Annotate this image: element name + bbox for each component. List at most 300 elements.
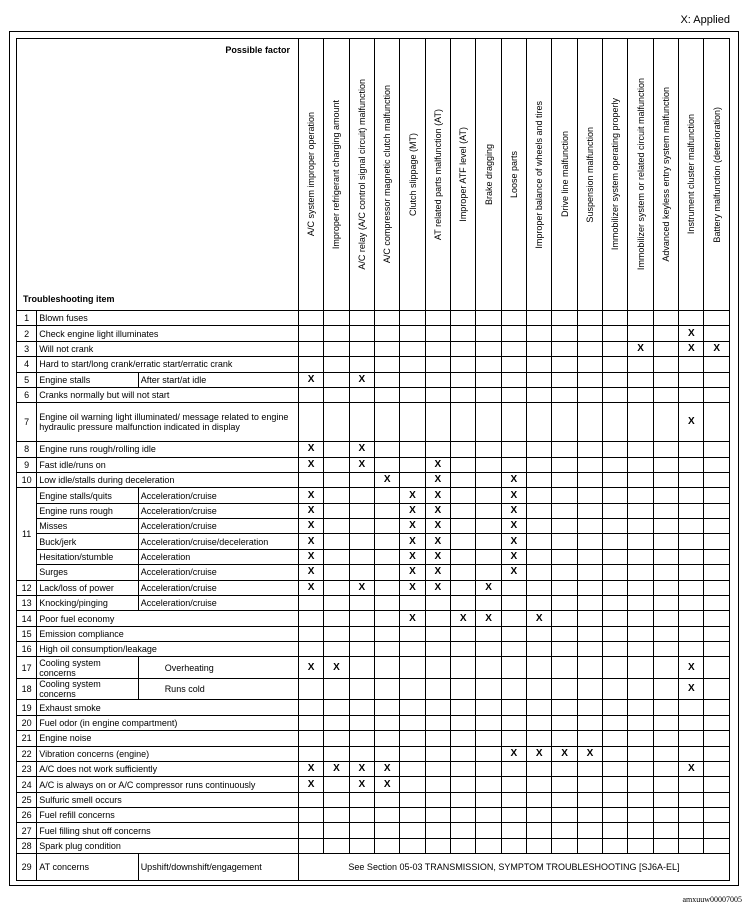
empty-cell: [476, 761, 501, 776]
empty-cell: [704, 595, 730, 610]
empty-cell: [324, 357, 349, 372]
item-label: Engine oil warning light illuminated/ message related to engine hydraulic pressure malfunction indicated in display: [37, 403, 299, 442]
applied-mark: X: [501, 488, 526, 503]
empty-cell: [527, 761, 552, 776]
factor-label: Instrument cluster malfunction: [686, 114, 697, 235]
empty-cell: [653, 746, 678, 761]
empty-cell: [324, 488, 349, 503]
applied-mark: X: [501, 534, 526, 549]
empty-cell: [577, 565, 602, 580]
applied-mark: X: [425, 534, 450, 549]
empty-cell: [400, 700, 425, 715]
applied-mark: X: [349, 761, 374, 776]
empty-cell: [400, 746, 425, 761]
empty-cell: [374, 626, 399, 641]
empty-cell: [577, 457, 602, 472]
empty-cell: [400, 777, 425, 792]
item-label: Engine stalls: [37, 372, 138, 387]
table-row: [17, 777, 730, 792]
empty-cell: [552, 642, 577, 657]
empty-cell: [400, 457, 425, 472]
empty-cell: [400, 387, 425, 402]
empty-cell: [527, 341, 552, 356]
empty-cell: [400, 657, 425, 679]
empty-cell: [451, 519, 476, 534]
empty-cell: [603, 472, 628, 487]
applied-mark: X: [704, 341, 730, 356]
empty-cell: [527, 580, 552, 595]
empty-cell: [603, 808, 628, 823]
empty-cell: [451, 761, 476, 776]
empty-cell: [527, 534, 552, 549]
empty-cell: [577, 372, 602, 387]
factor-label: Advanced keyless entry system malfunction: [660, 87, 671, 262]
empty-cell: [704, 731, 730, 746]
factor-header: [451, 39, 476, 311]
empty-cell: [374, 372, 399, 387]
applied-mark: X: [349, 777, 374, 792]
empty-cell: [374, 357, 399, 372]
empty-cell: [653, 403, 678, 442]
empty-cell: [298, 611, 323, 626]
empty-cell: [552, 519, 577, 534]
empty-cell: [704, 808, 730, 823]
item-label: Fuel refill concerns: [37, 808, 299, 823]
condition-label: Upshift/downshift/engagement: [138, 854, 298, 881]
empty-cell: [653, 700, 678, 715]
empty-cell: [552, 580, 577, 595]
empty-cell: [679, 488, 704, 503]
empty-cell: [552, 657, 577, 679]
applied-mark: X: [298, 761, 323, 776]
table-row: [17, 854, 730, 881]
factor-label: AT related parts malfunction (AT): [432, 108, 443, 241]
empty-cell: [425, 700, 450, 715]
empty-cell: [400, 311, 425, 326]
empty-cell: [425, 357, 450, 372]
empty-cell: [577, 731, 602, 746]
empty-cell: [501, 311, 526, 326]
empty-cell: [552, 792, 577, 807]
factor-label: Battery malfunction (deterioration): [711, 106, 722, 243]
empty-cell: [324, 549, 349, 564]
applied-mark: X: [400, 519, 425, 534]
empty-cell: [527, 311, 552, 326]
condition-label: Acceleration/cruise: [138, 565, 298, 580]
empty-cell: [628, 808, 653, 823]
empty-cell: [552, 503, 577, 518]
empty-cell: [653, 534, 678, 549]
empty-cell: [451, 642, 476, 657]
empty-cell: [704, 357, 730, 372]
factor-header: [298, 39, 323, 311]
empty-cell: [501, 761, 526, 776]
empty-cell: [679, 731, 704, 746]
empty-cell: [298, 792, 323, 807]
empty-cell: [324, 595, 349, 610]
empty-cell: [451, 808, 476, 823]
empty-cell: [603, 611, 628, 626]
empty-cell: [704, 372, 730, 387]
factor-header: [400, 39, 425, 311]
empty-cell: [552, 457, 577, 472]
empty-cell: [324, 838, 349, 853]
empty-cell: [653, 488, 678, 503]
empty-cell: [552, 372, 577, 387]
empty-cell: [628, 387, 653, 402]
empty-cell: [527, 838, 552, 853]
empty-cell: [527, 488, 552, 503]
item-label: Fuel odor (in engine compartment): [37, 715, 299, 730]
empty-cell: [476, 838, 501, 853]
empty-cell: [628, 731, 653, 746]
empty-cell: [603, 503, 628, 518]
empty-cell: [527, 792, 552, 807]
empty-cell: [451, 626, 476, 641]
empty-cell: [653, 626, 678, 641]
empty-cell: [349, 657, 374, 679]
empty-cell: [298, 715, 323, 730]
row-number: 14: [17, 611, 37, 626]
empty-cell: [628, 372, 653, 387]
empty-cell: [425, 326, 450, 341]
row-number: 21: [17, 731, 37, 746]
empty-cell: [501, 642, 526, 657]
empty-cell: [552, 403, 577, 442]
empty-cell: [704, 838, 730, 853]
empty-cell: [501, 372, 526, 387]
empty-cell: [476, 595, 501, 610]
empty-cell: [298, 472, 323, 487]
applied-mark: X: [298, 657, 323, 679]
empty-cell: [603, 642, 628, 657]
applied-mark: X: [679, 678, 704, 700]
empty-cell: [451, 372, 476, 387]
empty-cell: [679, 387, 704, 402]
empty-cell: [324, 534, 349, 549]
empty-cell: [374, 457, 399, 472]
empty-cell: [577, 519, 602, 534]
empty-cell: [679, 595, 704, 610]
factor-label: A/C compressor magnetic clutch malfunction: [382, 85, 393, 264]
empty-cell: [527, 777, 552, 792]
empty-cell: [577, 403, 602, 442]
empty-cell: [476, 357, 501, 372]
empty-cell: [374, 823, 399, 838]
row-number: 16: [17, 642, 37, 657]
empty-cell: [704, 626, 730, 641]
empty-cell: [628, 838, 653, 853]
empty-cell: [324, 746, 349, 761]
empty-cell: [425, 372, 450, 387]
empty-cell: [298, 746, 323, 761]
table-row: [17, 838, 730, 853]
table-row: [17, 746, 730, 761]
empty-cell: [552, 731, 577, 746]
applied-mark: X: [298, 519, 323, 534]
applied-mark: X: [577, 746, 602, 761]
empty-cell: [704, 678, 730, 700]
applied-mark: X: [298, 488, 323, 503]
empty-cell: [552, 565, 577, 580]
empty-cell: [527, 657, 552, 679]
row-number: 12: [17, 580, 37, 595]
empty-cell: [653, 472, 678, 487]
factor-header: [552, 39, 577, 311]
table-row: [17, 549, 730, 564]
empty-cell: [577, 678, 602, 700]
table-corner-header: [17, 39, 299, 311]
empty-cell: [653, 715, 678, 730]
empty-cell: [374, 657, 399, 679]
empty-cell: [501, 823, 526, 838]
empty-cell: [628, 746, 653, 761]
row-number: 23: [17, 761, 37, 776]
empty-cell: [425, 838, 450, 853]
table-row: [17, 678, 730, 700]
empty-cell: [425, 387, 450, 402]
empty-cell: [628, 472, 653, 487]
empty-cell: [628, 761, 653, 776]
applied-mark: X: [679, 761, 704, 776]
empty-cell: [476, 341, 501, 356]
empty-cell: [476, 326, 501, 341]
empty-cell: [679, 549, 704, 564]
item-label: Fuel filling shut off concerns: [37, 823, 299, 838]
applied-mark: X: [349, 442, 374, 457]
empty-cell: [603, 534, 628, 549]
item-label: Emission compliance: [37, 626, 299, 641]
empty-cell: [374, 442, 399, 457]
empty-cell: [679, 372, 704, 387]
empty-cell: [501, 808, 526, 823]
row-number: 17: [17, 657, 37, 679]
empty-cell: [527, 519, 552, 534]
empty-cell: [552, 341, 577, 356]
empty-cell: [374, 746, 399, 761]
empty-cell: [653, 838, 678, 853]
empty-cell: [476, 503, 501, 518]
empty-cell: [704, 519, 730, 534]
empty-cell: [527, 808, 552, 823]
empty-cell: [298, 341, 323, 356]
empty-cell: [679, 823, 704, 838]
empty-cell: [374, 503, 399, 518]
row-number: 1: [17, 311, 37, 326]
factor-header: [577, 39, 602, 311]
empty-cell: [603, 442, 628, 457]
empty-cell: [603, 595, 628, 610]
table-row: [17, 472, 730, 487]
applied-mark: X: [501, 472, 526, 487]
empty-cell: [653, 823, 678, 838]
empty-cell: [425, 311, 450, 326]
empty-cell: [349, 731, 374, 746]
factor-header: [628, 39, 653, 311]
applied-mark: X: [349, 372, 374, 387]
empty-cell: [451, 746, 476, 761]
empty-cell: [628, 611, 653, 626]
empty-cell: [451, 457, 476, 472]
empty-cell: [679, 457, 704, 472]
empty-cell: [374, 580, 399, 595]
factor-label: Improper refrigerant charging amount: [331, 99, 342, 250]
empty-cell: [400, 678, 425, 700]
empty-cell: [653, 761, 678, 776]
empty-cell: [501, 457, 526, 472]
table-row: [17, 657, 730, 679]
empty-cell: [501, 678, 526, 700]
empty-cell: [324, 731, 349, 746]
empty-cell: [603, 746, 628, 761]
table-row: [17, 792, 730, 807]
empty-cell: [501, 341, 526, 356]
empty-cell: [527, 595, 552, 610]
empty-cell: [324, 642, 349, 657]
row-number: 2: [17, 326, 37, 341]
empty-cell: [628, 626, 653, 641]
empty-cell: [425, 595, 450, 610]
empty-cell: [704, 387, 730, 402]
table-row: [17, 341, 730, 356]
empty-cell: [501, 580, 526, 595]
empty-cell: [628, 595, 653, 610]
empty-cell: [577, 777, 602, 792]
row-number: 11: [17, 488, 37, 580]
applied-mark: X: [501, 746, 526, 761]
factor-header: [501, 39, 526, 311]
empty-cell: [324, 472, 349, 487]
condition-label: Acceleration: [138, 549, 298, 564]
empty-cell: [476, 311, 501, 326]
empty-cell: [324, 580, 349, 595]
factor-header: [476, 39, 501, 311]
empty-cell: [552, 838, 577, 853]
applied-mark: X: [679, 403, 704, 442]
empty-cell: [400, 792, 425, 807]
empty-cell: [349, 387, 374, 402]
empty-cell: [324, 403, 349, 442]
empty-cell: [527, 326, 552, 341]
empty-cell: [425, 761, 450, 776]
row-number: 22: [17, 746, 37, 761]
empty-cell: [552, 357, 577, 372]
possible-factor-label: Possible factor: [225, 45, 290, 55]
row-number: 6: [17, 387, 37, 402]
applied-mark: X: [425, 565, 450, 580]
empty-cell: [374, 595, 399, 610]
empty-cell: [527, 503, 552, 518]
empty-cell: [451, 341, 476, 356]
item-label: Fast idle/runs on: [37, 457, 299, 472]
empty-cell: [577, 761, 602, 776]
empty-cell: [679, 580, 704, 595]
empty-cell: [476, 823, 501, 838]
applied-mark: X: [425, 488, 450, 503]
empty-cell: [679, 503, 704, 518]
item-label: Buck/jerk: [37, 534, 138, 549]
table-row: [17, 580, 730, 595]
applied-mark: X: [501, 519, 526, 534]
item-label: Lack/loss of power: [37, 580, 138, 595]
row-number: 26: [17, 808, 37, 823]
empty-cell: [400, 442, 425, 457]
empty-cell: [679, 472, 704, 487]
applied-mark: X: [400, 488, 425, 503]
empty-cell: [451, 403, 476, 442]
empty-cell: [298, 595, 323, 610]
empty-cell: [374, 534, 399, 549]
item-label: Engine stalls/quits: [37, 488, 138, 503]
applied-mark: X: [298, 534, 323, 549]
empty-cell: [324, 808, 349, 823]
row-number: 27: [17, 823, 37, 838]
empty-cell: [400, 472, 425, 487]
empty-cell: [324, 326, 349, 341]
applied-mark: X: [679, 326, 704, 341]
empty-cell: [501, 357, 526, 372]
empty-cell: [577, 715, 602, 730]
item-label: A/C does not work sufficiently: [37, 761, 299, 776]
empty-cell: [704, 442, 730, 457]
legend: X: Applied: [680, 14, 730, 26]
applied-mark: X: [349, 580, 374, 595]
empty-cell: [603, 626, 628, 641]
empty-cell: [552, 678, 577, 700]
empty-cell: [298, 700, 323, 715]
empty-cell: [552, 472, 577, 487]
empty-cell: [349, 326, 374, 341]
empty-cell: [298, 326, 323, 341]
empty-cell: [577, 595, 602, 610]
empty-cell: [425, 403, 450, 442]
empty-cell: [324, 715, 349, 730]
applied-mark: X: [425, 580, 450, 595]
empty-cell: [400, 761, 425, 776]
empty-cell: [324, 387, 349, 402]
applied-mark: X: [476, 580, 501, 595]
empty-cell: [349, 472, 374, 487]
factor-label: Brake dragging: [483, 143, 494, 206]
empty-cell: [628, 488, 653, 503]
empty-cell: [374, 565, 399, 580]
item-label: Misses: [37, 519, 138, 534]
row-number: 7: [17, 403, 37, 442]
empty-cell: [679, 642, 704, 657]
empty-cell: [679, 792, 704, 807]
row-number: 9: [17, 457, 37, 472]
empty-cell: [527, 387, 552, 402]
empty-cell: [349, 626, 374, 641]
empty-cell: [451, 387, 476, 402]
empty-cell: [653, 442, 678, 457]
empty-cell: [374, 341, 399, 356]
empty-cell: [476, 792, 501, 807]
empty-cell: [527, 626, 552, 641]
empty-cell: [653, 311, 678, 326]
empty-cell: [324, 341, 349, 356]
empty-cell: [603, 731, 628, 746]
applied-mark: X: [298, 549, 323, 564]
empty-cell: [704, 311, 730, 326]
troubleshooting-item-label: Troubleshooting item: [23, 294, 115, 304]
item-label: Spark plug condition: [37, 838, 299, 853]
empty-cell: [603, 372, 628, 387]
empty-cell: [451, 472, 476, 487]
empty-cell: [476, 372, 501, 387]
empty-cell: [451, 488, 476, 503]
applied-mark: X: [349, 457, 374, 472]
